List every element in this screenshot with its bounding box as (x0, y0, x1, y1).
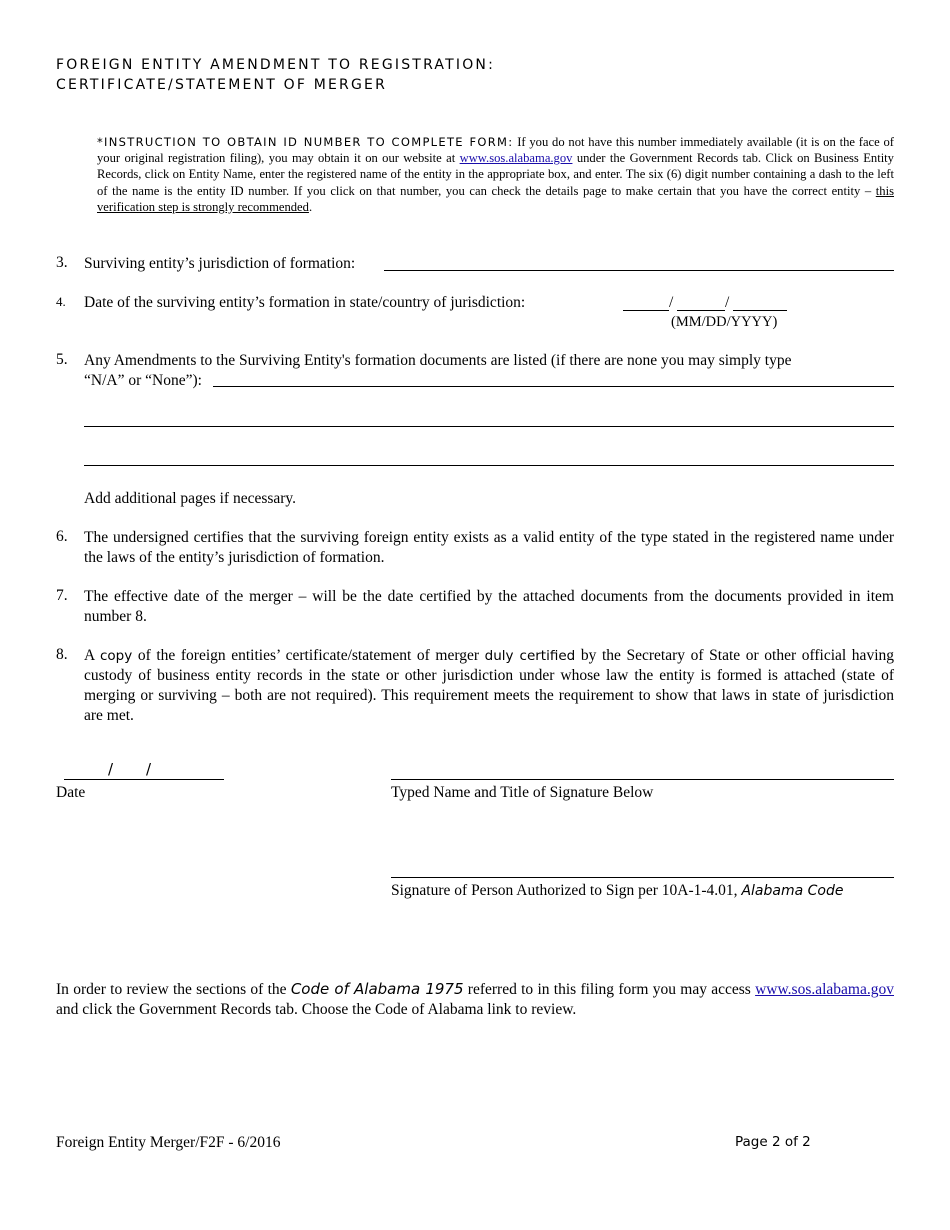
typed-name-field[interactable] (391, 779, 894, 780)
copy-emphasis: copy (99, 648, 133, 664)
code-of-alabama-text: Code of Alabama 1975 (290, 980, 464, 998)
duly-certified-emphasis: duly certified (484, 648, 576, 664)
item-3-label: Surviving entity’s jurisdiction of formation: (84, 255, 356, 272)
date-slash-2: / (725, 294, 730, 311)
item-6-text: The undersigned certifies that the surviving foreign entity exists as a valid entity of the type stated in the registered name under the laws of the entity’s jurisdiction of formation. (84, 529, 894, 566)
item-5-label-line2: “N/A” or “None”): (84, 372, 202, 389)
review-paragraph: In order to review the sections of the Code of Alabama 1975 referred to in this filing form you may access www.sos.alabama.gov and click the Government Records tab. Choose the Code of Alabama link to review. (56, 980, 894, 1018)
formation-day-field[interactable] (677, 310, 725, 311)
form-title-line1: FOREIGN ENTITY AMENDMENT TO REGISTRATION: (56, 57, 496, 73)
item-5-label-line1: Any Amendments to the Surviving Entity's formation documents are listed (if there are none you may simply type (84, 352, 792, 369)
item-7-text: The effective date of the merger – will be the date certified by the attached documents from the documents provided in item number 8. (84, 588, 894, 625)
item-6-number: 6. (56, 528, 68, 545)
date-field[interactable] (64, 779, 224, 780)
item-5-number: 5. (56, 351, 68, 368)
amendments-field-2[interactable] (84, 426, 894, 427)
item-8-number: 8. (56, 646, 68, 663)
jurisdiction-field[interactable] (384, 270, 894, 271)
item-7-number: 7. (56, 587, 68, 604)
additional-pages-note: Add additional pages if necessary. (84, 490, 297, 507)
signature-label: Signature of Person Authorized to Sign per 10A-1-4.01, Alabama Code (391, 882, 844, 899)
item-3-number: 3. (56, 254, 68, 271)
sos-website-link[interactable]: www.sos.alabama.gov (459, 151, 573, 166)
amendments-field-3[interactable] (84, 465, 894, 466)
id-instruction: *INSTRUCTION TO OBTAIN ID NUMBER TO COMPLETE FORM: If you do not have this number immediately available (it is on the face of your original registration filing), you may obtain it on our website at www.sos.alabama.gov under the Government Records tab. Click on Business Entity Records, click on Entity Name, enter the registered name of the entity in the appropriate box, and enter. The six (6) digit number containing a dash to the left of the name is the entity ID number. If you click on that number, you can check the details page to make certain that you have the correct entity – this verification step is strongly recommended. (97, 135, 894, 214)
date-field-slash-2: / (146, 760, 152, 778)
instruction-lead: *INSTRUCTION TO OBTAIN ID NUMBER TO COMPLETE FORM: (97, 135, 514, 149)
sos-website-link-2[interactable]: www.sos.alabama.gov (755, 981, 894, 998)
formation-month-field[interactable] (623, 310, 669, 311)
date-field-slash-1: / (108, 760, 114, 778)
amendments-field-1[interactable] (213, 386, 894, 387)
alabama-code-text: Alabama Code (741, 883, 844, 899)
date-format-hint: (MM/DD/YYYY) (671, 314, 778, 330)
item-4-label: Date of the surviving entity’s formation in state/country of jurisdiction: (84, 294, 526, 311)
formation-year-field[interactable] (733, 310, 787, 311)
form-title-line2: CERTIFICATE/STATEMENT OF MERGER (56, 77, 388, 93)
footer-form-id: Foreign Entity Merger/F2F - 6/2016 (56, 1134, 281, 1151)
item-4-number: 4. (56, 294, 66, 309)
item-8-text: A copy of the foreign entities’ certificate/statement of merger duly certified by the Secretary of State or other official having custody of business entity records in the state or other jurisdiction under whose law the entity is formed is attached (state of merging or surviving – both are not required). This requirement meets the requirement to show that laws in state of jurisdiction are met. (84, 647, 894, 724)
page-number: Page 2 of 2 (735, 1134, 811, 1150)
verification-note: this verification step is strongly recommended (97, 183, 894, 214)
signature-field[interactable] (391, 877, 894, 878)
typed-name-label: Typed Name and Title of Signature Below (391, 784, 654, 801)
date-label: Date (56, 784, 86, 801)
date-slash-1: / (669, 294, 674, 311)
